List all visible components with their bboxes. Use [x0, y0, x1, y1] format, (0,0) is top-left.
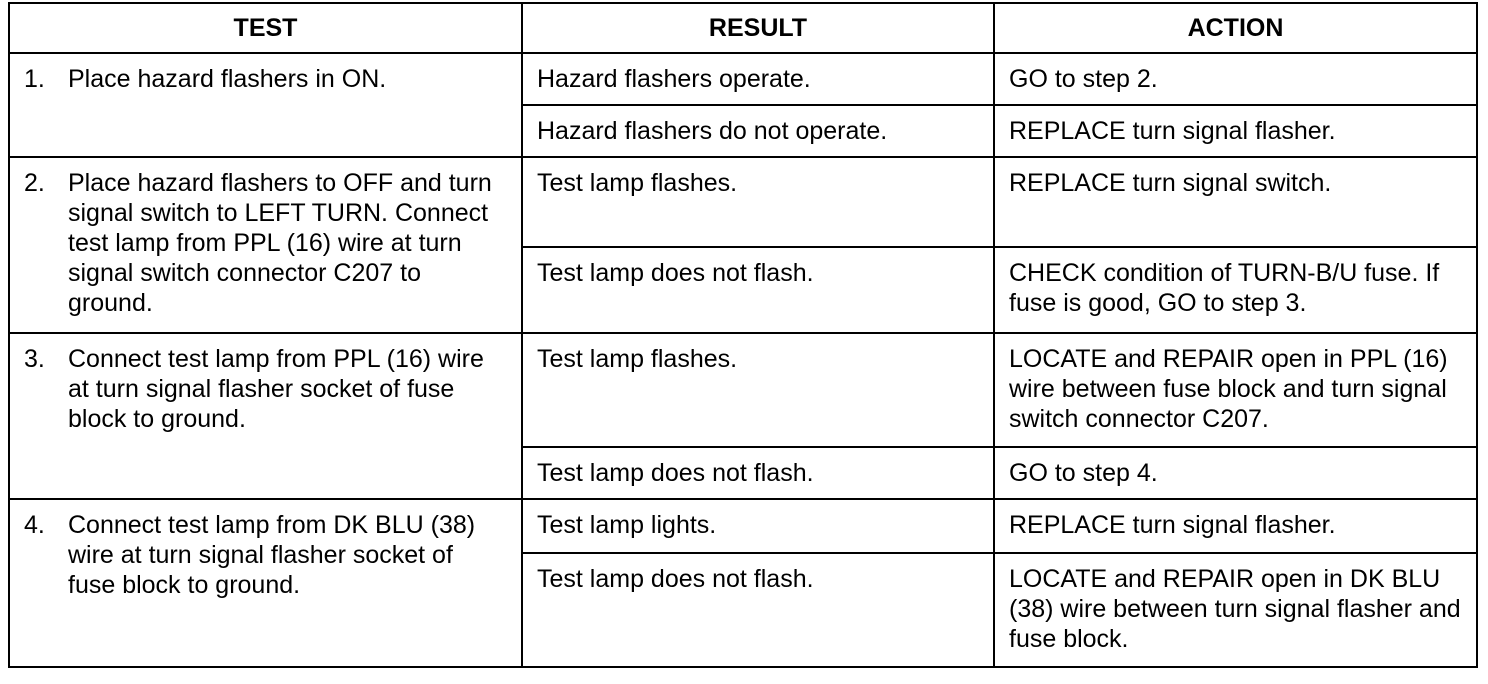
test-cell [9, 157, 522, 333]
result-cell: Test lamp does not flash. [522, 247, 994, 333]
table-row [9, 499, 1477, 553]
step-number: 4. [24, 511, 45, 539]
action-cell: LOCATE and REPAIR open in PPL (16) wire between fuse block and turn signal switch connector C207. [994, 333, 1477, 447]
test-cell [9, 499, 522, 667]
action-cell: REPLACE turn signal flasher. [994, 499, 1477, 553]
test-cell [9, 333, 522, 499]
result-cell: Test lamp lights. [522, 499, 994, 553]
header-row [9, 3, 1477, 53]
result-cell: Hazard flashers operate. [522, 53, 994, 105]
action-cell: CHECK condition of TURN-B/U fuse. If fuse is good, GO to step 3. [994, 247, 1477, 333]
result-cell: Test lamp does not flash. [522, 447, 994, 499]
action-cell: REPLACE turn signal flasher. [994, 105, 1477, 157]
result-cell: Test lamp flashes. [522, 157, 994, 247]
diagnostic-table [8, 2, 1478, 668]
result-cell: Hazard flashers do not operate. [522, 105, 994, 157]
result-cell: Test lamp does not flash. [522, 553, 994, 667]
table-row [9, 157, 1477, 247]
step-number: 3. [24, 345, 45, 373]
table-row [9, 333, 1477, 447]
header-action: ACTION [994, 3, 1477, 53]
step-number: 1. [24, 65, 45, 93]
test-text: Connect test lamp from DK BLU (38) wire at turn signal flasher socket of fuse block to ground. [68, 511, 476, 599]
test-cell [9, 53, 522, 157]
header-test: TEST [9, 3, 522, 53]
action-cell: LOCATE and REPAIR open in DK BLU (38) wire between turn signal flasher and fuse block. [994, 553, 1477, 667]
action-cell: GO to step 4. [994, 447, 1477, 499]
action-cell: GO to step 2. [994, 53, 1477, 105]
table-row [9, 53, 1477, 105]
test-text: Place hazard flashers in ON. [68, 65, 387, 93]
step-number: 2. [24, 169, 45, 197]
result-cell: Test lamp flashes. [522, 333, 994, 447]
test-text: Connect test lamp from PPL (16) wire at turn signal flasher socket of fuse block to ground. [68, 345, 484, 433]
header-result: RESULT [522, 3, 994, 53]
test-text: Place hazard flashers to OFF and turn signal switch to LEFT TURN. Connect test lamp from PPL (16) wire at turn signal switch connector C207 to ground. [68, 169, 492, 317]
action-cell: REPLACE turn signal switch. [994, 157, 1477, 247]
